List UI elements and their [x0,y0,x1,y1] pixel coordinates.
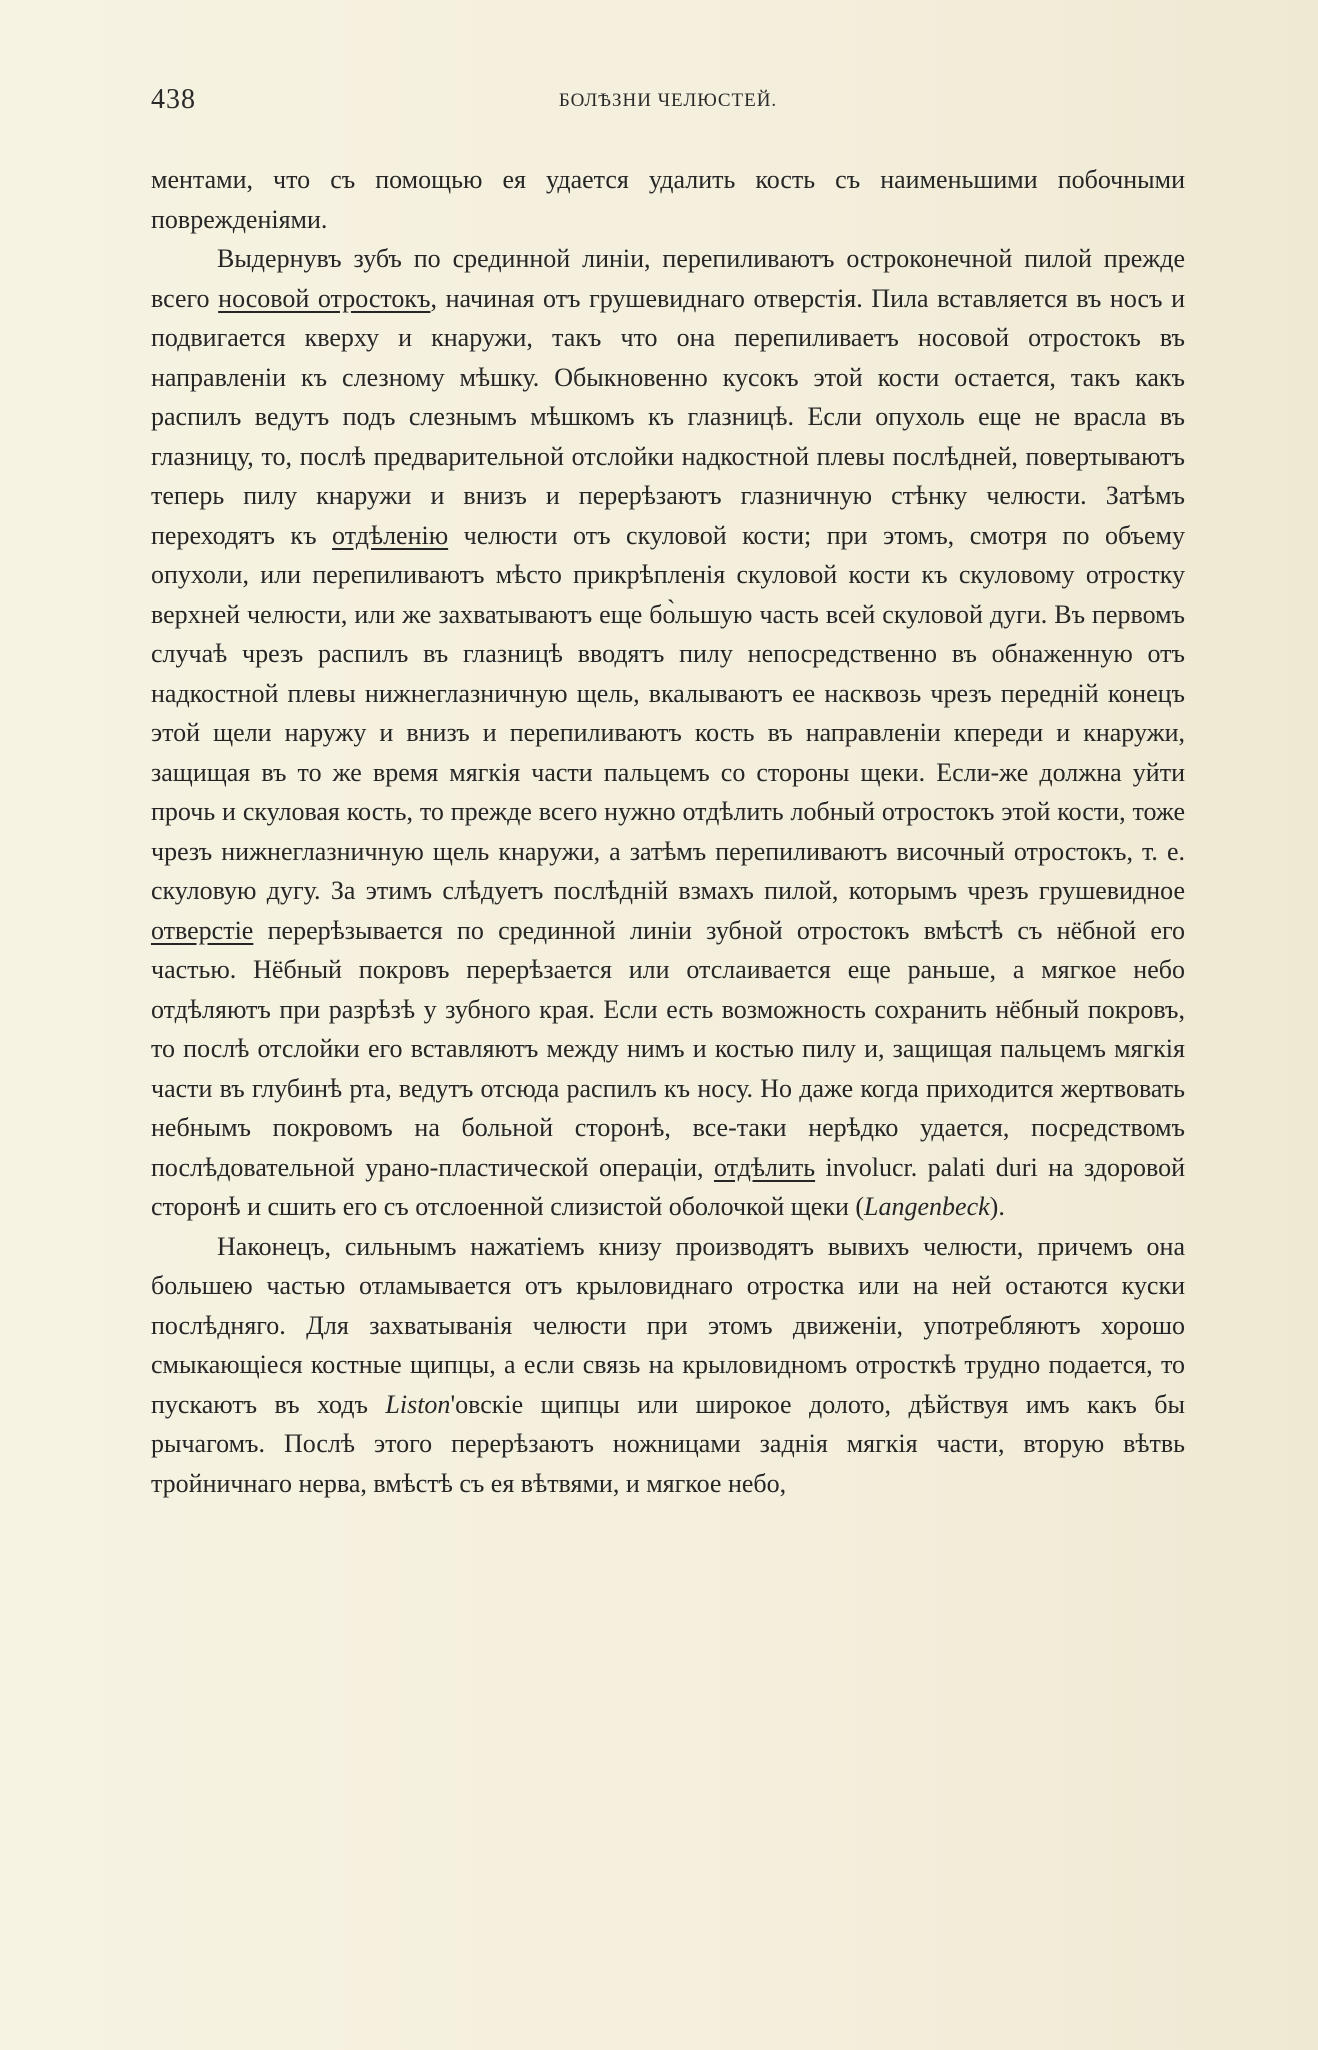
text-segment: перерѣзывается по срединной линіи зубной отростокъ вмѣстѣ съ нёбной его частью. Нёбный покровъ перерѣзается или отслаивается еще раньше, а мягкое небо отдѣляютъ при разрѣзѣ у зубного края. Если есть возможность сохранить нёбный покровъ, то послѣ отслойки его вставляютъ между нимъ и костью пилу и, защищая пальцемъ мягкія части въ глубинѣ рта, ведутъ отсюда распилъ къ носу. Но даже когда приходится жертвовать небнымъ покровомъ на больной сторонѣ, все-таки нерѣдко удается, посредствомъ послѣдовательной урано-пластической операціи, [151,915,1185,1182]
paragraph [151,239,1185,1227]
page-header [151,84,1185,124]
text-segment: Liston [385,1389,451,1419]
body-text [151,160,1185,1503]
page-number: 438 [151,84,196,115]
running-title: БОЛѢЗНИ ЧЕЛЮСТЕЙ. [558,90,778,111]
text-segment: отдѣленію [332,520,449,550]
text-segment: Langenbeck [864,1192,990,1221]
text-segment: Выдернувъ зубъ по срединной линіи, перепиливаютъ остроконечной пилой прежде всего [151,244,1185,313]
text-segment: носовой отростокъ [218,283,431,313]
text-segment: , начиная отъ грушевиднаго отверстія. Пила вставляется въ носъ и подвигается кверху и кнаружи, такъ что она перепиливаетъ носовой отростокъ въ направленіи къ слезному мѣшку. Обыкновенно кусокъ этой кости остается, такъ какъ распилъ ведутъ подъ слезнымъ мѣшкомъ къ глазницѣ. Если опухоль еще не врасла въ глазницу, то, послѣ предварительной отслойки надкостной плевы послѣдней, повертываютъ теперь пилу кнаружи и внизъ и перерѣзаютъ глазничную стѣнку челюсти. Затѣмъ переходятъ къ [151,283,1185,550]
text-segment: Наконецъ, сильнымъ нажатіемъ книзу производятъ вывихъ челюсти, причемъ она большею частью отламывается отъ крыловиднаго отростка или на ней остаются куски послѣдняго. Для захватыванія челюсти при этомъ движеніи, употребляютъ хорошо смыкающіеся костные щипцы, а если связь на крыловидномъ отросткѣ трудно подается, то пускаютъ въ ходъ [151,1231,1185,1419]
text-segment: ). [989,1192,1005,1221]
text-segment: 'овскіе щипцы или широкое долото, дѣйствуя имъ какъ бы рычагомъ. Послѣ этого перерѣзаютъ ножницами заднія мягкія части, вторую вѣтвь тройничнаго нерва, вмѣстѣ съ ея вѣтвями, и мягкое небо, [151,1389,1185,1498]
text-segment: involucr. palati duri на здоровой сторонѣ и сшить его съ отслоенной слизистой оболочкой щеки ( [151,1152,1186,1221]
paragraph [151,1227,1185,1504]
text-segment: отверстіе [151,915,254,945]
paragraph: ментами, что съ помощью ея удается удалить кость съ наименьшими побочными поврежденіями. [151,165,1185,234]
text-segment: отдѣлить [713,1152,816,1182]
text-segment: челюсти отъ скуловой кости; при этомъ, смотря по объему опухоли, или перепиливаютъ мѣсто прикрѣпленія скуловой кости къ скуловому отростку верхней челюсти, или же захватываютъ еще бо̀льшую часть всей скуловой дуги. Въ первомъ случаѣ чрезъ распилъ въ глазницѣ вводятъ пилу непосредственно въ обнаженную отъ надкостной плевы нижнеглазничную щель, вкалываютъ ее насквозь чрезъ передній конецъ этой щели наружу и внизъ и перепиливаютъ кость въ направленіи кпереди и кнаружи, защищая въ то же время мягкія части пальцемъ со стороны щеки. Если-же должна уйти прочь и скуловая кость, то прежде всего нужно отдѣлить лобный отростокъ этой кости, тоже чрезъ нижнеглазничную щель кнаружи, а затѣмъ перепиливаютъ височный отростокъ, т. е. скуловую дугу. За этимъ слѣдуетъ послѣдній взмахъ пилой, которымъ чрезъ грушевидное [151,520,1185,905]
